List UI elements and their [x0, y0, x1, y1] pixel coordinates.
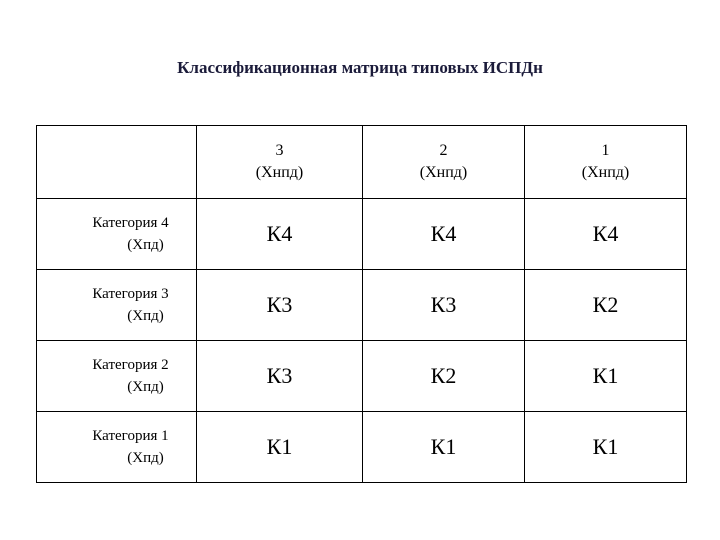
- column-header-label: (Хнпд): [419, 164, 468, 181]
- table-row: [37, 341, 687, 412]
- matrix-cell: К1: [525, 341, 687, 412]
- matrix-cell: К3: [197, 341, 363, 412]
- row-header: [37, 341, 197, 412]
- column-header-number: 2: [439, 142, 448, 159]
- row-header: [37, 412, 197, 483]
- matrix-cell: К4: [363, 199, 525, 270]
- matrix-cell: К2: [363, 341, 525, 412]
- page-title: Классификационная матрица типовых ИСПДн: [177, 58, 543, 77]
- matrix-cell: К1: [363, 412, 525, 483]
- column-header: [197, 126, 363, 199]
- matrix-cell: К3: [363, 270, 525, 341]
- matrix-cell: К4: [197, 199, 363, 270]
- matrix-cell: К2: [525, 270, 687, 341]
- row-category: Категория 1: [92, 428, 169, 444]
- row-category: Категория 3: [92, 286, 169, 302]
- row-label: (Хпд): [127, 308, 164, 324]
- column-header: [363, 126, 525, 199]
- table-row: [37, 270, 687, 341]
- column-header-number: 3: [275, 142, 284, 159]
- row-header: [37, 199, 197, 270]
- row-header: [37, 270, 197, 341]
- column-header-label: (Хнпд): [255, 164, 304, 181]
- row-label: (Хпд): [127, 237, 164, 253]
- table-row: [37, 412, 687, 483]
- header-row: [37, 126, 687, 199]
- column-header-label: (Хнпд): [581, 164, 630, 181]
- row-label: (Хпд): [127, 450, 164, 466]
- matrix-cell: К4: [525, 199, 687, 270]
- column-header-number: 1: [601, 142, 610, 159]
- classification-matrix-table: [36, 125, 687, 483]
- matrix-cell: К3: [197, 270, 363, 341]
- matrix-cell: К1: [525, 412, 687, 483]
- table-row: [37, 199, 687, 270]
- column-header: [525, 126, 687, 199]
- row-label: (Хпд): [127, 379, 164, 395]
- matrix-cell: К1: [197, 412, 363, 483]
- row-category: Категория 2: [92, 357, 169, 373]
- corner-cell: [37, 126, 197, 199]
- row-category: Категория 4: [92, 215, 169, 231]
